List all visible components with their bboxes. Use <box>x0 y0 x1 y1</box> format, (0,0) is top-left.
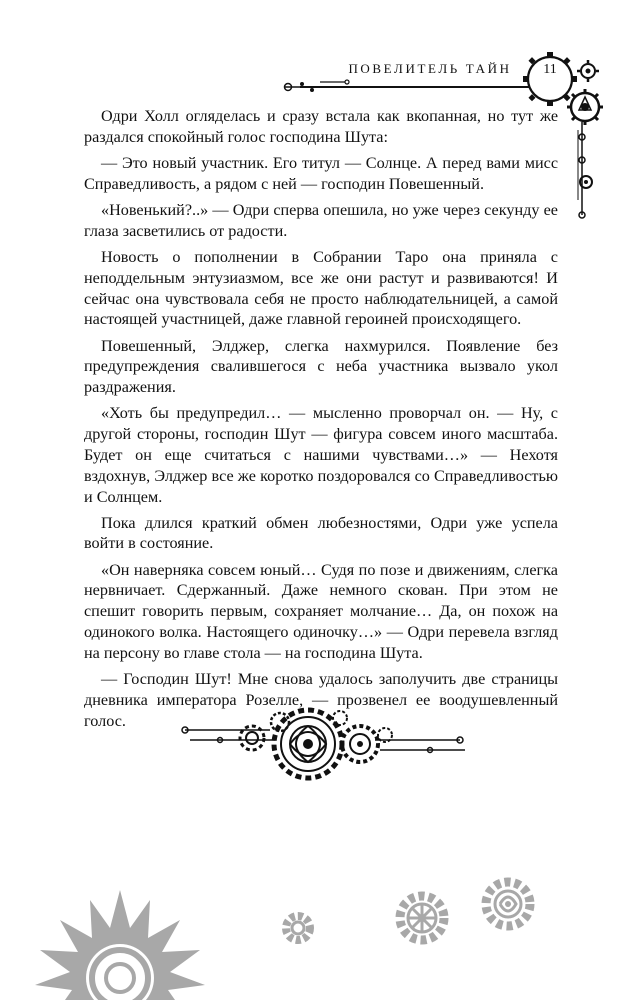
gear-divider-ornament <box>180 700 470 790</box>
paragraph: Новость о пополнении в Собрании Таро она приняла с неподдельным энтузиазмом, все же они растут и развиваются! И сейчас она чувствовала себя не просто наблюдательницей, а самой настоящей участницей, даже главной героиней происходящего. <box>84 247 558 329</box>
paragraph: Одри Холл огляделась и сразу встала как вкопанная, но тут же раздался спокойный голос господина Шута: <box>84 107 558 146</box>
paragraph: «Хоть бы предупредил… — мысленно проворчал он. — Ну, с другой стороны, господин Шут — фигура совсем иного масштаба. Будет он еще считаться с нашими чувствами…» — Нехотя вздохнув, Элджер все же коротко поздоровался со Справедливостью и Солнцем. <box>84 404 558 506</box>
paragraph: «Новенький?..» — Одри сперва опешила, но уже через секунду ее глаза засветились от радости. <box>84 200 558 240</box>
page-number: 11 <box>543 62 557 77</box>
paragraph: — Это новый участник. Его титул — Солнце. А перед вами мисс Справедливость, а рядом с ней — господин Повешенный. <box>84 153 558 193</box>
running-title: ПОВЕЛИТЕЛЬ ТАЙН <box>348 61 512 76</box>
paragraph: Пока длился краткий обмен любезностями, Одри уже успела войти в состояние. <box>84 513 558 553</box>
paragraph: «Он наверняка совсем юный… Судя по позе и движениям, слегка нервничает. Сдержанный. Даже немного скован. При этом не спешит говорить первым, сохраняет молчание… Да, он похож на одинокого волка. Настоящего одиночку…» — Одри перевела взгляд на персону во главе стола — на господина Шута. <box>84 560 558 662</box>
paragraph: — Господин Шут! Мне снова удалось заполучить две страницы дневника императора Розелле, — прозвенел ее воодушевленный голос. <box>84 670 558 730</box>
body-text <box>84 106 558 737</box>
bottom-gear-ornaments <box>0 860 644 1000</box>
paragraph: Повешенный, Элджер, слегка нахмурился. Появление без предупреждения свалившегося с неба участника вызвало укол раздражения. <box>84 336 558 397</box>
